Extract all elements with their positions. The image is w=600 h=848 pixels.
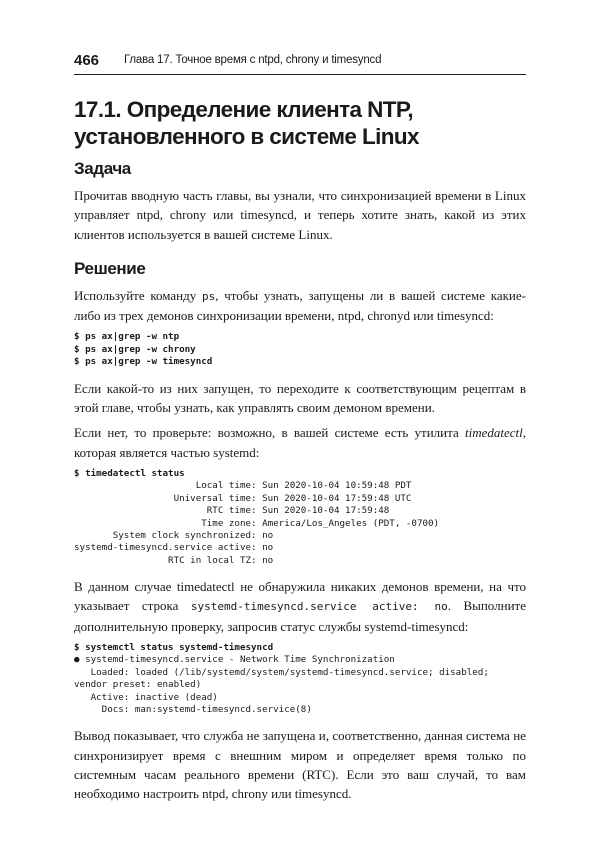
running-title: Глава 17. Точное время с ntpd, chrony и timesyncd bbox=[124, 54, 382, 66]
output-line: Docs: man:systemd-timesyncd.service(8) bbox=[74, 704, 312, 716]
code-block-ps bbox=[74, 331, 526, 368]
command-systemctl: $ systemctl status systemd-timesyncd bbox=[74, 642, 274, 654]
solution-p1-text-a: Используйте команду bbox=[74, 287, 202, 303]
output-line: RTC time: Sun 2020-10-04 17:59:48 bbox=[74, 505, 390, 517]
running-header bbox=[74, 52, 526, 75]
output-line: Time zone: America/Los_Angeles (PDT, -0700) bbox=[74, 517, 440, 529]
solution-heading: Решение bbox=[74, 258, 146, 278]
code-block-systemctl bbox=[74, 642, 526, 716]
solution-p4-text-b: . Выполните дополнительную проверку, запросив статус службы systemd-timesyncd: bbox=[74, 598, 526, 634]
command-line-timesyncd: $ ps ax|grep -w timesyncd bbox=[74, 356, 213, 368]
solution-p1-text-b: , чтобы узнать, запущены ли в вашей системе какие-либо из трех демонов синхронизации времени, ntpd, chronyd или timesyncd: bbox=[74, 287, 526, 324]
section-title bbox=[74, 96, 526, 150]
inline-code-ps: ps bbox=[201, 289, 216, 303]
solution-paragraph-1 bbox=[74, 286, 526, 326]
utility-name: timedatectl bbox=[464, 425, 523, 441]
solution-paragraph-3 bbox=[74, 423, 526, 462]
output-line: Loaded: loaded (/lib/systemd/system/systemd-timesyncd.service; disabled; bbox=[74, 666, 489, 678]
code-block-timedatectl bbox=[74, 468, 526, 567]
output-line: ● systemd-timesyncd.service - Network Time Synchronization bbox=[74, 654, 395, 666]
page-number: 466 bbox=[74, 52, 100, 69]
solution-p3-text-a: Если нет, то проверьте: возможно, в вашей системе есть утилита bbox=[74, 425, 465, 441]
inline-code-status-line: systemd-timesyncd.service active: no bbox=[190, 600, 448, 614]
solution-paragraph-2: Если какой-то из них запущен, то переходите к соответствующим рецептам в этой главе, чтобы узнать, как управлять своим демоном времени. bbox=[74, 380, 526, 415]
output-line: systemd-timesyncd.service active: no bbox=[74, 542, 274, 554]
section-title-line-2: установленного в системе Linux bbox=[74, 124, 419, 149]
command-timedatectl: $ timedatectl status bbox=[74, 467, 185, 479]
solution-paragraph-4 bbox=[74, 577, 526, 636]
page-body bbox=[74, 96, 526, 810]
output-line: Universal time: Sun 2020-10-04 17:59:48 UTC bbox=[74, 492, 412, 504]
solution-p4-text-a: В данном случае timedatectl не обнаружила никаких демонов времени, на что указывает строка bbox=[74, 579, 526, 614]
output-line: Local time: Sun 2020-10-04 10:59:48 PDT bbox=[74, 480, 412, 492]
task-paragraph: Прочитав вводную часть главы, вы узнали, что синхронизацией времени в Linux управляет ntpd, chrony или timesyncd, и теперь хотите знать, какой из этих клиентов используется в вашей системе Linux. bbox=[74, 188, 526, 242]
command-line-ntp: $ ps ax|grep -w ntp bbox=[74, 331, 180, 343]
output-line: vendor preset: enabled) bbox=[74, 679, 202, 691]
output-line: System clock synchronized: no bbox=[74, 529, 274, 541]
solution-paragraph-5: Вывод показывает, что служба не запущена и, соответственно, данная система не синхронизирует время с внешним миром и определяет время только по системным часам реального времени (RTC). Если это ваш случай, то вам необходимо настроить ntpd, chrony или timesyncd. bbox=[74, 728, 526, 802]
section-title-line-1: 17.1. Определение клиента NTP, bbox=[74, 97, 414, 122]
output-line: RTC in local TZ: no bbox=[74, 554, 274, 566]
solution-p3-text-b: , которая является частью systemd: bbox=[74, 425, 526, 460]
command-line-chrony: $ ps ax|grep -w chrony bbox=[74, 343, 196, 355]
task-heading: Задача bbox=[74, 159, 131, 178]
output-line: Active: inactive (dead) bbox=[74, 691, 218, 703]
